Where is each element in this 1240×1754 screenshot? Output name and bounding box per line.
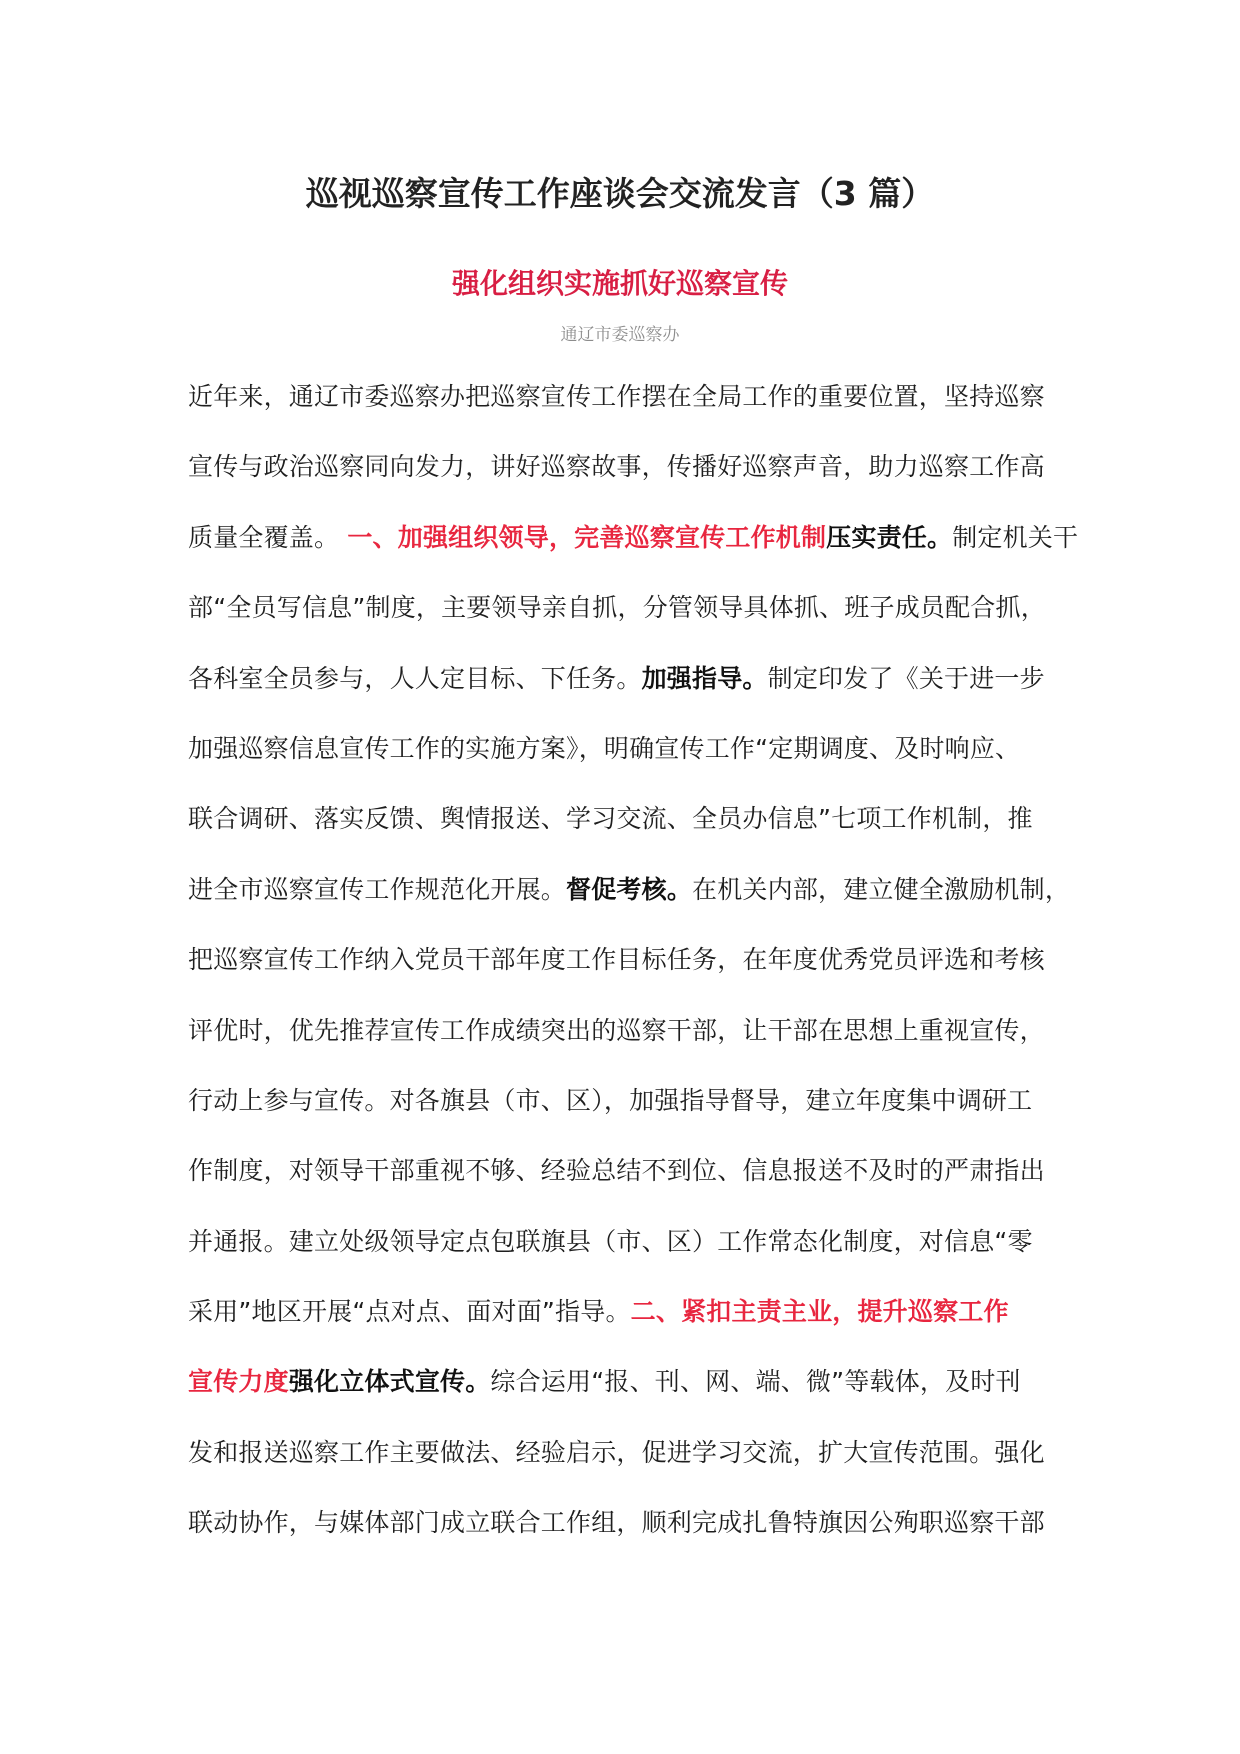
subheading-assessment: 督促考核。 [566,874,693,904]
body-text-run: 各科室全员参与，人人定目标、下任务。 [188,663,642,693]
body-text-run: 近年来，通辽市委巡察办把巡察宣传工作摆在全局工作的重要位置，坚持巡察 [188,382,1045,411]
body-line [188,362,1088,432]
body-line [188,1488,1088,1558]
section-heading-2: 二、紧扣主责主业，提升巡察工作 [630,1297,1009,1327]
article-title: 强化组织实施抓好巡察宣传 [451,267,788,300]
body-text-run: 把巡察宣传工作纳入党员干部年度工作目标任务，在年度优秀党员评选和考核 [188,945,1045,975]
subheading-responsibility: 压实责任。 [826,522,953,552]
body-text-run: 行动上参与宣传。对各旗县（市、区），加强指导督导，建立年度集中调研工 [188,1085,1033,1115]
body-text-run: 综合运用“报、刊、网、端、微”等载体，及时刊 [490,1367,1021,1397]
body-text-run: 联动协作，与媒体部门成立联合工作组，顺利完成扎鲁特旗因公殉职巡察干部 [188,1508,1045,1538]
body-text-run: 进全市巡察宣传工作规范化开展。 [188,874,567,904]
body-line [188,1136,1088,1206]
body-text-run: 在机关内部，建立健全激励机制， [692,874,1071,904]
document-title: 巡视巡察宣传工作座谈会交流发言（3 篇） [305,174,935,213]
body-text-run: 评优时，优先推荐宣传工作成绩突出的巡察干部，让干部在思想上重视宣传， [188,1015,1045,1045]
article-author: 通辽市委巡察办 [560,325,680,345]
body-line [188,925,1088,995]
body-line [188,644,1088,714]
body-text-run: 并通报。建立处级领导定点包联旗县（市、区）工作常态化制度，对信息“零 [188,1226,1033,1256]
body-line [188,996,1088,1066]
body-line [188,1066,1088,1136]
article-body [188,362,1088,1559]
body-line [188,1207,1088,1277]
section-heading-2-continued: 宣传力度 [188,1367,289,1397]
body-line [188,573,1088,643]
body-text-run: 发和报送巡察工作主要做法、经验启示，促进学习交流，扩大宣传范围。强化 [188,1437,1045,1467]
body-text-run: 制定机关干 [952,522,1079,552]
body-text-run: 部“全员写信息”制度，主要领导亲自抓，分管领导具体抓、班子成员配合抓， [188,593,1046,623]
body-line [188,1418,1088,1488]
body-text-run: 质量全覆盖。 [188,522,348,552]
body-text-run: 宣传与政治巡察同向发力，讲好巡察故事，传播好巡察声音，助力巡察工作高 [188,452,1045,482]
body-text-run: 采用”地区开展“点对点、面对面”指导。 [188,1297,631,1327]
body-text-run: 作制度，对领导干部重视不够、经验总结不到位、信息报送不及时的严肃指出 [188,1156,1045,1186]
body-line [188,714,1088,784]
body-text-run: 加强巡察信息宣传工作的实施方案》，明确宣传工作“定期调度、及时响应、 [188,733,1021,763]
body-line [188,432,1088,502]
subheading-publicity: 强化立体式宣传。 [288,1367,491,1397]
body-line [188,1347,1088,1417]
body-line [188,503,1088,573]
subheading-guidance: 加强指导。 [641,663,768,693]
section-heading-1: 一、加强组织领导，完善巡察宣传工作机制 [347,522,827,552]
body-line [188,784,1088,854]
body-text-run: 联合调研、落实反馈、舆情报送、学习交流、全员办信息”七项工作机制，推 [188,804,1033,834]
body-text-run: 制定印发了《关于进一步 [767,663,1045,693]
body-line [188,1277,1088,1347]
body-line [188,855,1088,925]
